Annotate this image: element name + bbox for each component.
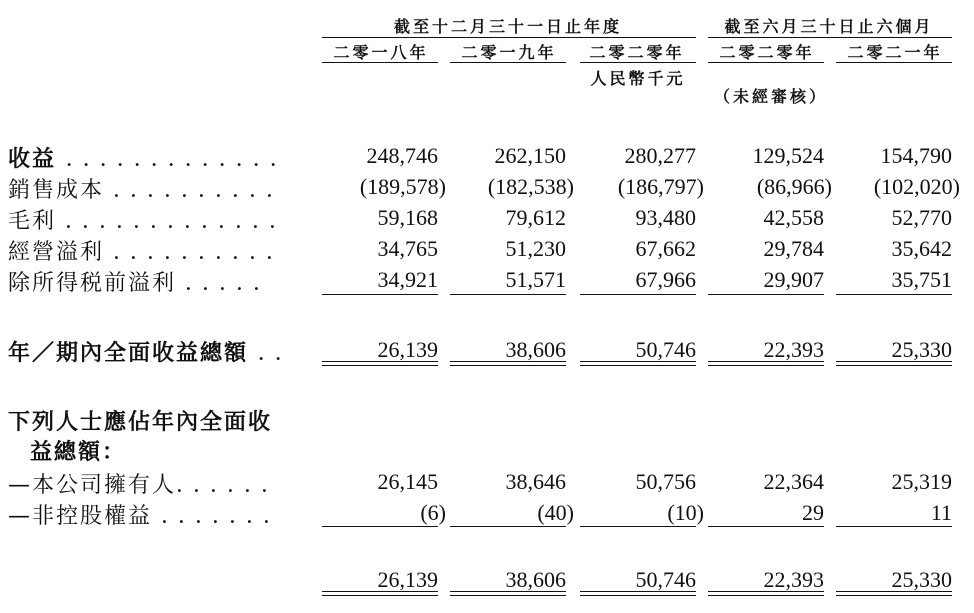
cell-revenue-h2020: 129,524 <box>752 143 824 168</box>
header-group-annual-rule <box>322 37 696 38</box>
cell-nci-h2020: 29 <box>802 500 824 525</box>
cell-attrib-total-2018: 26,139 <box>377 567 438 592</box>
attrib-heading-line1: 下列人士應佔年內全面收 <box>8 410 273 435</box>
rule-attrib-2020 <box>580 526 696 527</box>
double-rule-tci-2019 <box>450 361 566 366</box>
header-year-2019: 二零一九年 <box>461 43 557 62</box>
cell-owners-h2021: 25,319 <box>891 469 952 494</box>
cell-tci-h2021: 25,330 <box>891 337 952 362</box>
cell-revenue-h2021: 154,790 <box>880 143 952 168</box>
row-label-total-comprehensive-income: 年／期內全面收益總額 ．． <box>8 341 303 366</box>
double-rule-tci-h2021 <box>836 361 952 366</box>
header-period-rule-2020 <box>708 62 824 63</box>
double-rule-attrib-2020 <box>580 591 696 596</box>
cell-gp-h2021: 52,770 <box>891 205 952 230</box>
cell-gp-2020: 93,480 <box>635 205 696 230</box>
double-rule-attrib-h2021 <box>836 591 952 596</box>
cell-nci-2019: (40) <box>537 500 574 525</box>
cell-op-2018: 34,765 <box>377 236 438 261</box>
cell-cos-2020: (186,797) <box>617 174 704 199</box>
cell-pbt-h2021: 35,751 <box>891 267 952 292</box>
cell-nci-h2021: 11 <box>930 500 952 525</box>
rule-attrib-h2021 <box>836 526 952 527</box>
cell-revenue-2018: 248,746 <box>366 143 438 168</box>
row-label-owners: —本公司擁有人．．．．．． <box>8 473 290 498</box>
double-rule-tci-2018 <box>322 361 438 366</box>
cell-gp-2019: 79,612 <box>505 205 566 230</box>
cell-op-h2021: 35,642 <box>891 236 952 261</box>
cell-owners-2019: 38,646 <box>505 469 566 494</box>
cell-cos-h2021: (102,020) <box>873 174 960 199</box>
cell-attrib-total-2020: 50,746 <box>635 567 696 592</box>
cell-nci-2018: (6) <box>420 500 446 525</box>
cell-attrib-total-h2020: 22,393 <box>763 567 824 592</box>
cell-tci-2018: 26,139 <box>377 337 438 362</box>
cell-gp-h2020: 42,558 <box>763 205 824 230</box>
double-rule-attrib-2019 <box>450 591 566 596</box>
cell-pbt-2019: 51,571 <box>505 267 566 292</box>
cell-cos-2018: (189,578) <box>359 174 446 199</box>
cell-gp-2018: 59,168 <box>377 205 438 230</box>
cell-cos-h2020: (86,966) <box>756 174 832 199</box>
header-group-interim: 截至六月三十日止六個月 <box>724 17 934 36</box>
cell-revenue-2019: 262,150 <box>494 143 566 168</box>
row-label-operating-profit: 經營溢利 ．．．．．．．．．． <box>8 240 295 265</box>
unit-label: 人民幣千元 <box>590 69 686 88</box>
cell-pbt-h2020: 29,907 <box>763 267 824 292</box>
cell-revenue-2020: 280,277 <box>624 143 696 168</box>
cell-attrib-total-2019: 38,606 <box>505 567 566 592</box>
cell-owners-2018: 26,145 <box>377 469 438 494</box>
cell-pbt-2020: 67,966 <box>635 267 696 292</box>
header-year-2018: 二零一八年 <box>333 43 429 62</box>
header-group-annual: 截至十二月三十一日止年度 <box>393 17 622 36</box>
cell-tci-2020: 50,746 <box>635 337 696 362</box>
double-rule-tci-h2020 <box>708 361 824 366</box>
header-year-2020: 二零二零年 <box>589 43 685 62</box>
cell-pbt-2018: 34,921 <box>377 267 438 292</box>
header-period-2020: 二零二零年 <box>719 43 815 62</box>
rule-subtotal-h2020 <box>708 294 824 295</box>
header-year-rule-2020 <box>580 62 696 63</box>
double-rule-attrib-h2020 <box>708 591 824 596</box>
rule-subtotal-2020 <box>580 294 696 295</box>
header-year-rule-2018 <box>322 62 438 63</box>
cell-op-2019: 51,230 <box>505 236 566 261</box>
cell-owners-2020: 50,756 <box>635 469 696 494</box>
cell-cos-2019: (182,538) <box>487 174 574 199</box>
unaudited-label: （未經審核） <box>713 87 828 106</box>
attrib-heading-line2: 益總額： <box>30 440 127 465</box>
double-rule-tci-2020 <box>580 361 696 366</box>
rule-attrib-2018 <box>322 526 438 527</box>
header-year-rule-2019 <box>450 62 566 63</box>
rule-subtotal-2018 <box>322 294 438 295</box>
cell-tci-h2020: 22,393 <box>763 337 824 362</box>
row-label-non-controlling: —非控股權益 ．．．．．．． <box>8 504 292 529</box>
cell-op-h2020: 29,784 <box>763 236 824 261</box>
rule-attrib-h2020 <box>708 526 824 527</box>
header-period-rule-2021 <box>836 62 952 63</box>
cell-attrib-total-h2021: 25,330 <box>891 567 952 592</box>
cell-nci-2020: (10) <box>667 500 704 525</box>
header-period-2021: 二零二一年 <box>847 43 943 62</box>
header-group-interim-rule <box>708 37 952 38</box>
row-label-cost-of-sales: 銷售成本 ．．．．．．．．．． <box>8 178 295 203</box>
cell-op-2020: 67,662 <box>635 236 696 261</box>
cell-owners-h2020: 22,364 <box>763 469 824 494</box>
row-label-gross-profit: 毛利 ．．．．．．．．．．．．． <box>8 209 298 234</box>
double-rule-attrib-2018 <box>322 591 438 596</box>
rule-attrib-2019 <box>450 526 566 527</box>
cell-tci-2019: 38,606 <box>505 337 566 362</box>
rule-subtotal-2019 <box>450 294 566 295</box>
row-label-profit-before-tax: 除所得税前溢利 ．．．．． <box>8 271 282 296</box>
rule-subtotal-h2021 <box>836 294 952 295</box>
row-label-revenue: 收益 ．．．．．．．．．．．．． <box>8 147 298 172</box>
